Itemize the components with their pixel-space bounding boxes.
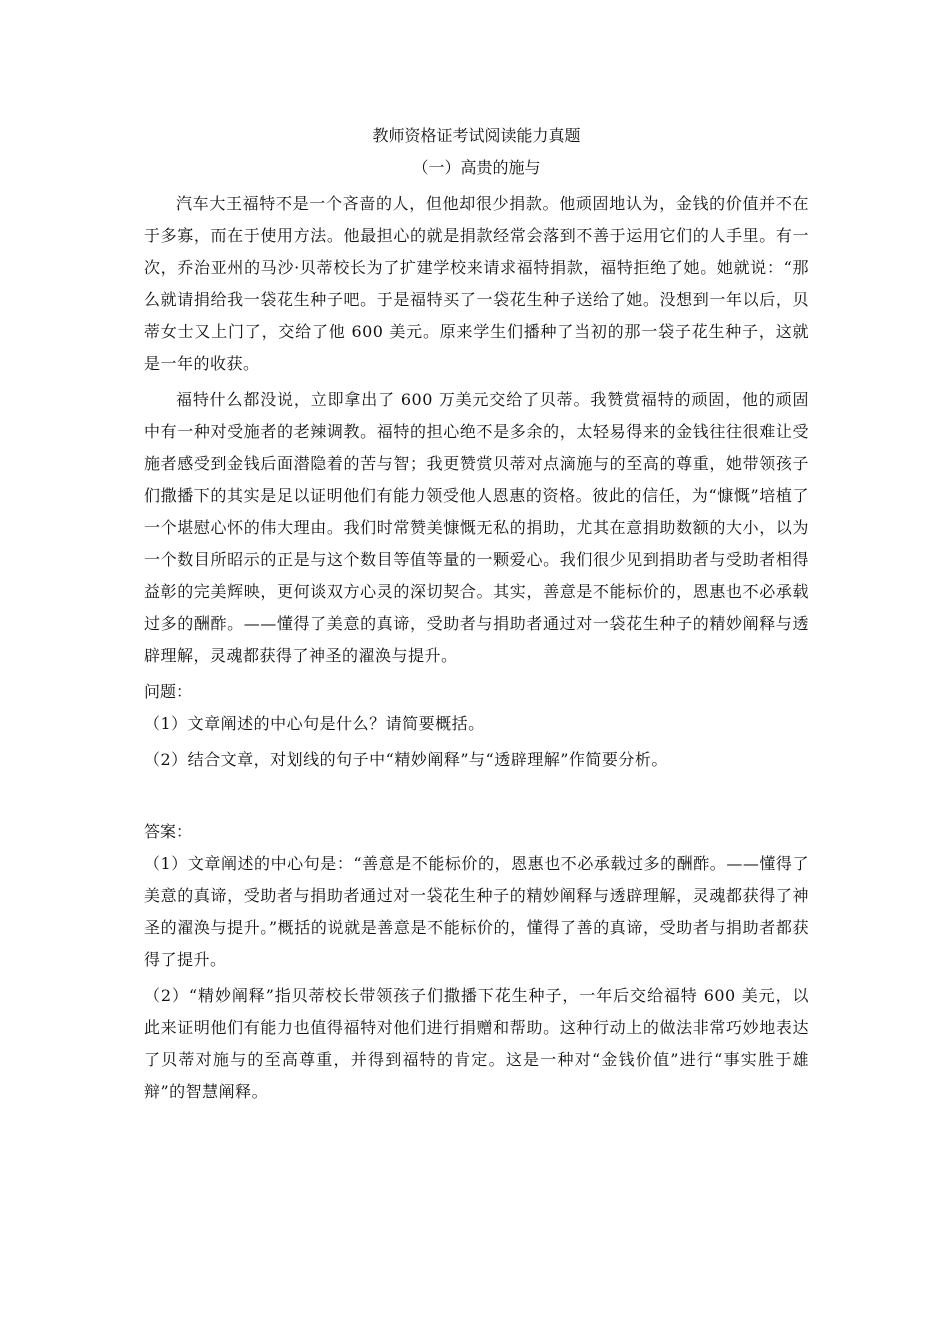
document-title: 教师资格证考试阅读能力真题 (372, 126, 581, 145)
question-2: （2）结合文章，对划线的句子中“精妙阐释”与“透辟理解”作简要分析。 (144, 750, 668, 769)
answer-2: （2）“精妙阐释”指贝蒂校长带领孩子们撒播下花生种子，一年后交给福特 600 美元，以此来证明他们有能力也值得福特对他们进行捐赠和帮助。这种行动上的做法非常巧妙地表达了贝蒂对施与的至高尊重，并得到福特的肯定。这是一种对“金钱价值”进行“事实胜于雄辩”的智慧阐释。 (144, 986, 809, 1101)
questions-label: 问题： (144, 682, 193, 701)
answer-1: （1）文章阐述的中心句是：“善意是不能标价的，恩惠也不必承载过多的酬酢。——懂得了美意的真谛，受助者与捐助者通过对一袋花生种子的精妙阐释与透辟理解，灵魂都获得了神圣的濯涣与提升。”概括的说就是善意是不能标价的，懂得了善的真谛，受助者与捐助者都获得了提升。 (144, 854, 809, 969)
article-paragraph-2: 福特什么都没说，立即拿出了 600 万美元交给了贝蒂。我赞赏福特的顽固，他的顽固中有一种对受施者的老辣调教。福特的担心绝不是多余的，太轻易得来的金钱往往很难让受施者感受到金钱后面潜隐着的苦与智；我更赞赏贝蒂对点滴施与的至高的尊重，她带领孩子们撒播下的其实是足以证明他们有能力领受他人恩惠的资格。彼此的信任，为“慷慨”培植了一个堪慰心怀的伟大理由。我们时常赞美慷慨无私的捐助，尤其在意捐助数额的大小，以为一个数目所昭示的正是与这个数目等值等量的一颗爱心。我们很少见到捐助者与受助者相得益彰的完美辉映，更何谈双方心灵的深切契合。其实，善意是不能标价的，恩惠也不必承载过多的酬酢。——懂得了美意的真谛，受助者与捐助者通过对一袋花生种子的精妙阐释与透辟理解，灵魂都获得了神圣的濯涣与提升。 (144, 390, 809, 665)
question-1: （1）文章阐述的中心句是什么？请简要概括。 (144, 714, 485, 733)
article-subtitle: （一）高贵的施与 (412, 158, 541, 177)
article-paragraph-1: 汽车大王福特不是一个吝啬的人，但他却很少捐款。他顽固地认为，金钱的价值并不在于多寡，而在于使用方法。他最担心的就是捐款经常会落到不善于运用它们的人手里。有一次，乔治亚州的马沙·贝蒂校长为了扩建学校来请求福特捐款，福特拒绝了她。她就说：“那么就请捐给我一袋花生种子吧。于是福特买了一袋花生种子送给了她。没想到一年以后，贝蒂女士又上门了，交给了他 600 美元。原来学生们播种了当初的那一袋子花生种子，这就是一年的收获。 (144, 194, 809, 373)
document-page (144, 120, 809, 1112)
spacer (144, 780, 809, 816)
answers-label: 答案： (144, 822, 193, 841)
